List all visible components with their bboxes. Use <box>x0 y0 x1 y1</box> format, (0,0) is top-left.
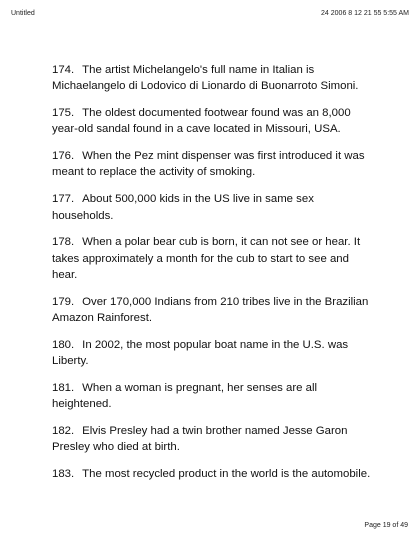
fact-number: 175. <box>52 107 75 120</box>
fact-number: 180. <box>52 338 75 351</box>
fact-number: 178. <box>52 236 75 249</box>
fact-text: The most recycled product in the world is the automobile. <box>82 468 371 481</box>
fact-item <box>52 337 372 370</box>
fact-item <box>52 423 372 456</box>
fact-number: 176. <box>52 150 75 163</box>
fact-item <box>52 148 372 181</box>
fact-number: 182. <box>52 425 75 438</box>
fact-number: 174. <box>52 64 75 76</box>
fact-number: 179. <box>52 295 75 308</box>
fact-text: In 2002, the most popular boat name in the U.S. was Liberty. <box>52 338 349 368</box>
fact-text: When a woman is pregnant, her senses are all heightened. <box>52 381 318 411</box>
fact-number: 183. <box>52 468 75 481</box>
print-datetime: 24 2006 8 12 21 55 5:55 AM <box>321 10 409 17</box>
fact-text: The artist Michelangelo's full name in Italian is Michaelangelo di Lodovico di Lionardo di Buonarroto Simoni. <box>52 64 359 93</box>
fact-text: About 500,000 kids in the US live in same sex households. <box>52 193 314 222</box>
fact-text: When the Pez mint dispenser was first introduced it was meant to replace the activity of smoking. <box>52 150 365 179</box>
fact-item <box>52 62 372 95</box>
fact-item <box>52 234 372 283</box>
page-number: Page 19 of 49 <box>364 522 408 529</box>
fact-number: 181. <box>52 381 75 394</box>
fact-text: The oldest documented footwear found was an 8,000 year-old sandal found in a cave located in Missouri, USA. <box>52 107 351 136</box>
fact-item <box>52 191 372 224</box>
fact-text: Elvis Presley had a twin brother named Jesse Garon Presley who died at birth. <box>52 425 348 454</box>
document-title: Untitled <box>11 10 35 17</box>
fact-text: Over 170,000 Indians from 210 tribes live in the Brazilian Amazon Rainforest. <box>52 295 369 325</box>
fact-item <box>52 466 372 482</box>
fact-item <box>52 294 372 327</box>
fact-item <box>52 380 372 413</box>
facts-list <box>52 62 372 493</box>
fact-item <box>52 105 372 138</box>
fact-text: When a polar bear cub is born, it can not see or hear. It takes approximately a month for the cub to start to see and hear. <box>52 236 361 281</box>
fact-number: 177. <box>52 193 75 206</box>
